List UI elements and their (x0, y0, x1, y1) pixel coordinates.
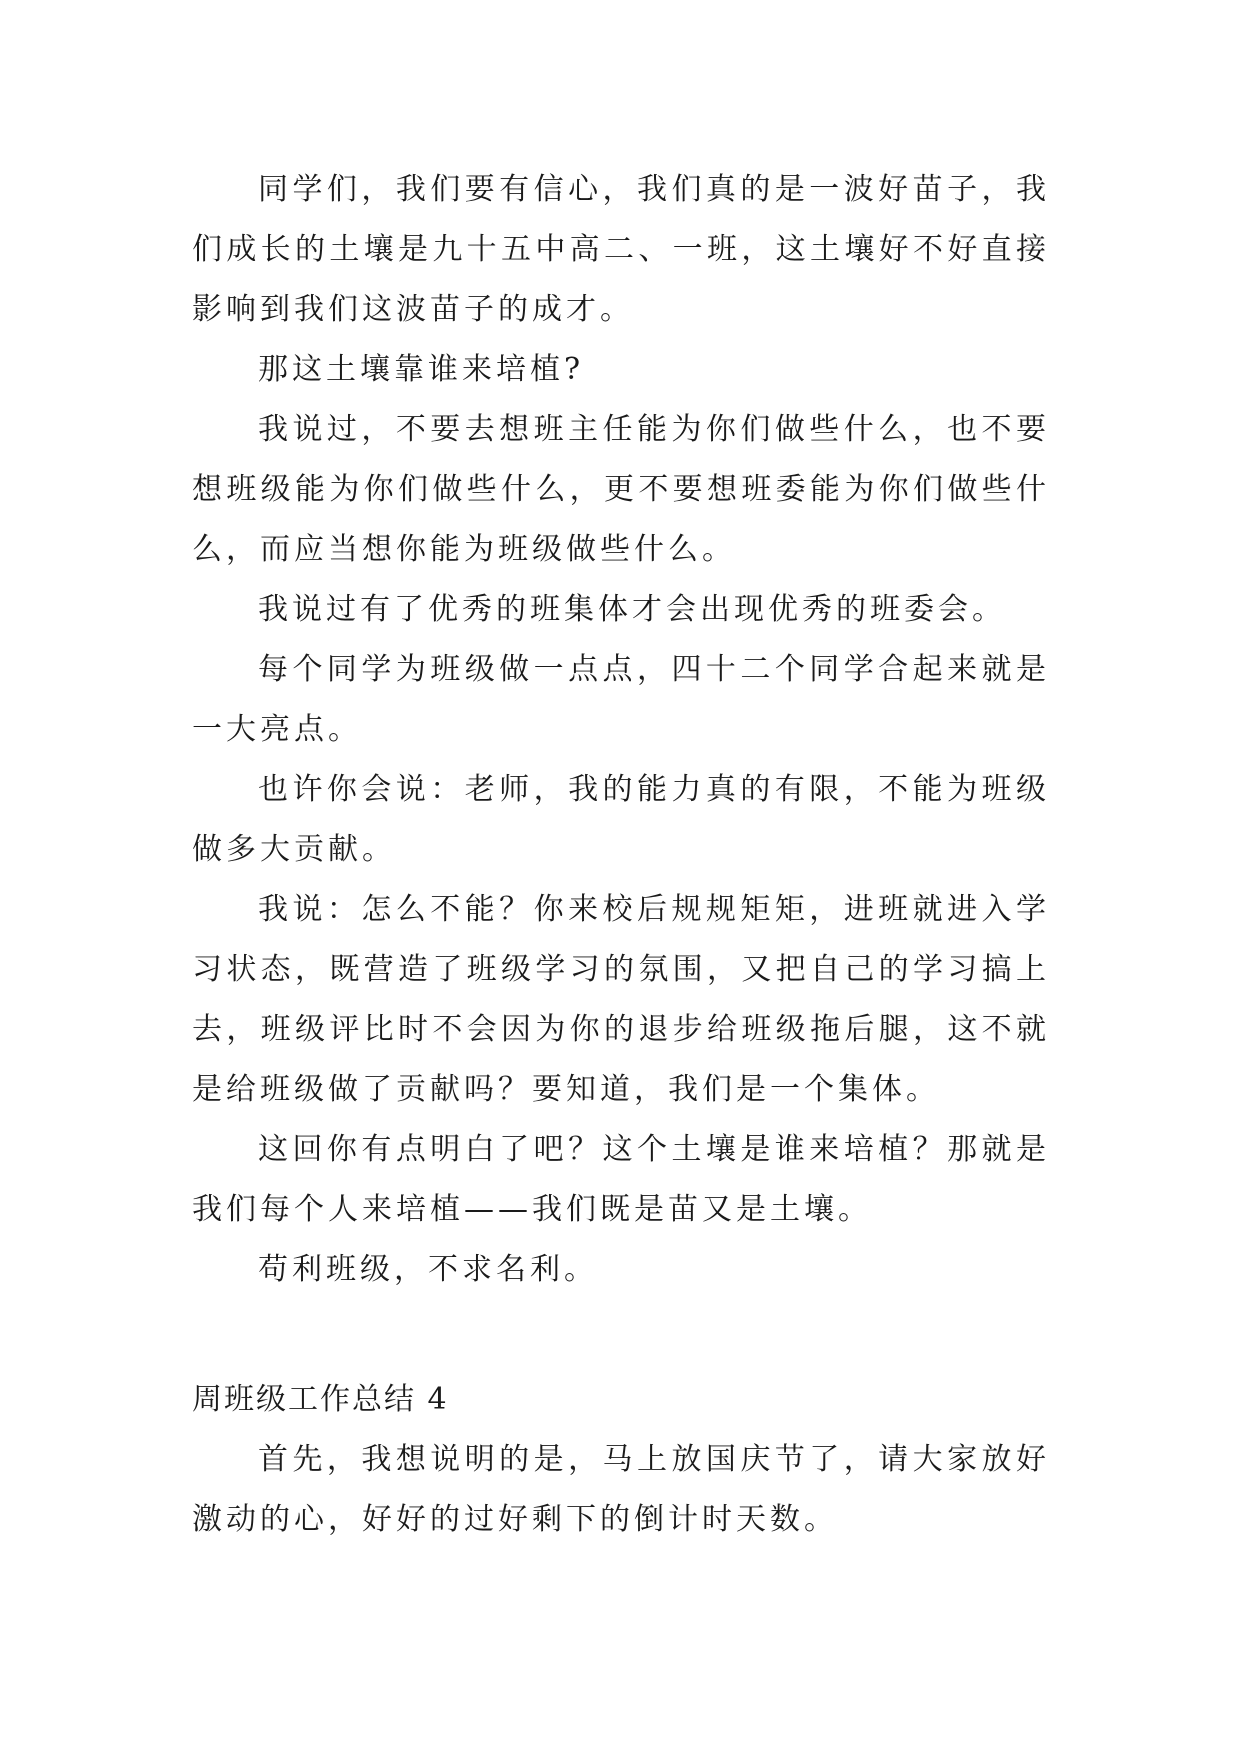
paragraph: 每个同学为班级做一点点，四十二个同学合起来就是一大亮点。 (192, 652, 1050, 747)
paragraph: 我说过，不要去想班主任能为你们做些什么，也不要想班级能为你们做些什么，更不要想班委能为你们做些什么，而应当想你能为班级做些什么。 (192, 412, 1050, 567)
paragraph: 苟利班级，不求名利。 (258, 1252, 598, 1287)
paragraph: 首先，我想说明的是，马上放国庆节了，请大家放好激动的心，好好的过好剩下的倒计时天数。 (192, 1442, 1050, 1537)
paragraph: 我说过有了优秀的班集体才会出现优秀的班委会。 (258, 592, 1006, 627)
paragraph: 那这土壤靠谁来培植? (258, 352, 585, 387)
paragraph: 同学们，我们要有信心，我们真的是一波好苗子，我们成长的土壤是九十五中高二、一班，这土壤好不好直接影响到我们这波苗子的成才。 (192, 172, 1050, 327)
paragraph: 这回你有点明白了吧？这个土壤是谁来培植？那就是我们每个人来培植——我们既是苗又是土壤。 (192, 1132, 1050, 1227)
section-heading: 周班级工作总结 4 (192, 1382, 449, 1417)
paragraph: 也许你会说：老师，我的能力真的有限，不能为班级做多大贡献。 (192, 772, 1050, 867)
document-body (192, 160, 1050, 1550)
paragraph: 我说：怎么不能？你来校后规规矩矩，进班就进入学习状态，既营造了班级学习的氛围，又把自己的学习搞上去，班级评比时不会因为你的退步给班级拖后腿，这不就是给班级做了贡献吗？要知道，我们是一个集体。 (192, 892, 1050, 1107)
